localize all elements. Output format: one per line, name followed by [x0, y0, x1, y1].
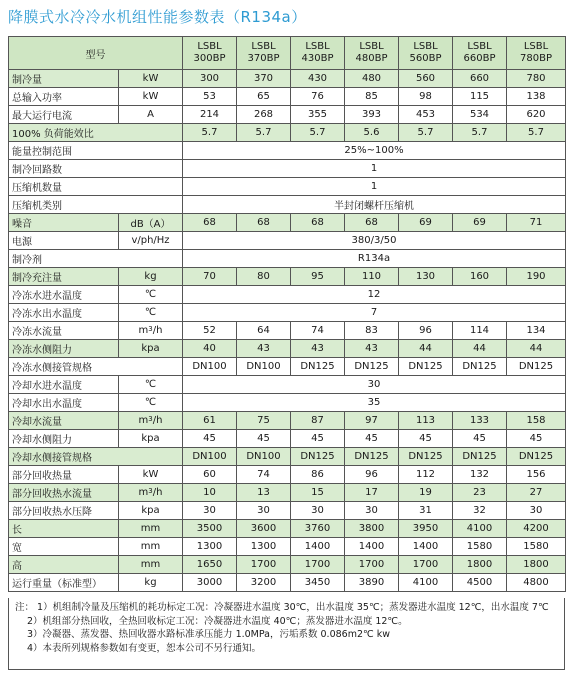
value-cell: 5.7 [453, 124, 507, 142]
value-cell: 31 [399, 502, 453, 520]
row-unit [119, 484, 183, 502]
value-cell: 3760 [291, 520, 345, 538]
row-label: 能量控制范围 [9, 142, 183, 160]
value-cell: 61 [183, 412, 237, 430]
value-cell: 97 [345, 412, 399, 430]
value-cell: 30 [507, 502, 566, 520]
table-row [9, 538, 566, 556]
value-cell: 30 [291, 502, 345, 520]
model-line2: 480BP [355, 53, 388, 64]
table-row [9, 484, 566, 502]
model-cell [237, 37, 291, 70]
value-cell: 69 [399, 214, 453, 232]
value-cell: 110 [345, 268, 399, 286]
row-unit [119, 322, 183, 340]
value-cell: 68 [237, 214, 291, 232]
row-unit: kpa [119, 502, 183, 520]
value-cell: 45 [237, 430, 291, 448]
shared-value-cell: 半封闭螺杆压缩机 [183, 196, 566, 214]
row-unit: kg [119, 574, 183, 592]
row-unit: mm [119, 556, 183, 574]
value-cell: 64 [237, 322, 291, 340]
value-cell: 4100 [399, 574, 453, 592]
row-unit: kW [119, 70, 183, 88]
table-row [9, 556, 566, 574]
value-cell: 1700 [291, 556, 345, 574]
table-row [9, 250, 566, 268]
value-cell: 83 [345, 322, 399, 340]
row-unit: kpa [119, 340, 183, 358]
row-unit: mm [119, 538, 183, 556]
value-cell: 1700 [237, 556, 291, 574]
value-cell: 30 [345, 502, 399, 520]
table-row [9, 520, 566, 538]
value-cell: 214 [183, 106, 237, 124]
row-unit: kW [119, 88, 183, 106]
value-cell: 1700 [345, 556, 399, 574]
row-label: 冷却水进水温度 [9, 376, 119, 394]
value-cell: 3500 [183, 520, 237, 538]
value-cell: 3450 [291, 574, 345, 592]
model-line1: LSBL [413, 41, 438, 52]
value-cell: 76 [291, 88, 345, 106]
value-cell: 30 [183, 502, 237, 520]
value-cell: 1400 [345, 538, 399, 556]
value-cell: 45 [183, 430, 237, 448]
value-cell: 3600 [237, 520, 291, 538]
value-cell: DN100 [183, 448, 237, 466]
value-cell: 112 [399, 466, 453, 484]
value-cell: DN125 [399, 448, 453, 466]
value-cell: 43 [345, 340, 399, 358]
value-cell: DN125 [399, 358, 453, 376]
table-row [9, 358, 566, 376]
row-label: 制冷剂 [9, 250, 183, 268]
row-label: 运行重量（标准型） [9, 574, 119, 592]
value-cell: 4200 [507, 520, 566, 538]
model-line2: 370BP [247, 53, 280, 64]
row-label: 制冷充注量 [9, 268, 119, 286]
shared-value-cell: 1 [183, 160, 566, 178]
row-unit: v/ph/Hz [119, 232, 183, 250]
value-cell: DN125 [291, 358, 345, 376]
table-row [9, 340, 566, 358]
unit-exponent: 3 [148, 415, 153, 423]
value-cell: DN125 [453, 448, 507, 466]
model-line2: 660BP [463, 53, 496, 64]
value-cell: 300 [183, 70, 237, 88]
value-cell: DN125 [345, 448, 399, 466]
value-cell: 70 [183, 268, 237, 286]
value-cell: 1650 [183, 556, 237, 574]
value-cell: 52 [183, 322, 237, 340]
value-cell: 4800 [507, 574, 566, 592]
row-label: 高 [9, 556, 119, 574]
table-row [9, 574, 566, 592]
model-line1: LSBL [467, 41, 492, 52]
table-row [9, 376, 566, 394]
table-row [9, 88, 566, 106]
value-cell: 113 [399, 412, 453, 430]
shared-value-cell: R134a [183, 250, 566, 268]
page-title: 降膜式水冷冷水机组性能参数表（R134a） [8, 8, 307, 26]
value-cell: 5.7 [507, 124, 566, 142]
value-cell: 19 [399, 484, 453, 502]
value-cell: 1400 [291, 538, 345, 556]
value-cell: 620 [507, 106, 566, 124]
unit-tail: /h [152, 415, 163, 426]
table-row [9, 160, 566, 178]
value-cell: 43 [291, 340, 345, 358]
spec-table [8, 36, 566, 592]
value-cell: 430 [291, 70, 345, 88]
value-cell: 30 [237, 502, 291, 520]
value-cell: 68 [345, 214, 399, 232]
model-header: 型号 [9, 37, 183, 70]
row-label: 噪音 [9, 214, 119, 232]
value-cell: 80 [237, 268, 291, 286]
value-cell: 53 [183, 88, 237, 106]
row-label: 最大运行电流 [9, 106, 119, 124]
row-unit: ℃ [119, 376, 183, 394]
value-cell: 115 [453, 88, 507, 106]
row-unit: dB（A） [119, 214, 183, 232]
value-cell: 98 [399, 88, 453, 106]
value-cell: 660 [453, 70, 507, 88]
table-row [9, 412, 566, 430]
value-cell: 1700 [399, 556, 453, 574]
note-line: 注： 1）机组制冷量及压缩机的耗功标定工况：冷凝器进水温度 30℃，出水温度 35℃；蒸发器进水温度 12℃，出水温度 7℃ [15, 602, 549, 613]
shared-value-cell: 30 [183, 376, 566, 394]
table-row [9, 196, 566, 214]
row-unit: mm [119, 520, 183, 538]
table-row [9, 322, 566, 340]
shared-value-cell: 35 [183, 394, 566, 412]
table-row [9, 232, 566, 250]
unit-tail: /h [152, 325, 163, 336]
value-cell: 480 [345, 70, 399, 88]
row-label: 部分回收热水压降 [9, 502, 119, 520]
value-cell: 190 [507, 268, 566, 286]
model-line1: LSBL [305, 41, 330, 52]
row-label: 部分回收热量 [9, 466, 119, 484]
unit-tail: /h [152, 487, 163, 498]
value-cell: 1580 [453, 538, 507, 556]
model-line1: LSBL [197, 41, 222, 52]
model-line2: 780BP [520, 53, 552, 64]
value-cell: 5.7 [237, 124, 291, 142]
value-cell: 132 [453, 466, 507, 484]
value-cell: 44 [507, 340, 566, 358]
unit-base: m [138, 487, 149, 498]
value-cell: 69 [453, 214, 507, 232]
table-row [9, 394, 566, 412]
model-cell [183, 37, 237, 70]
row-label: 冷冻水侧阻力 [9, 340, 119, 358]
value-cell: 1580 [507, 538, 566, 556]
value-cell: DN125 [453, 358, 507, 376]
value-cell: 68 [291, 214, 345, 232]
shared-value-cell: 12 [183, 286, 566, 304]
value-cell: 86 [291, 466, 345, 484]
value-cell: 5.7 [399, 124, 453, 142]
value-cell: 45 [453, 430, 507, 448]
value-cell: 96 [345, 466, 399, 484]
value-cell: 60 [183, 466, 237, 484]
table-row [9, 430, 566, 448]
value-cell: DN125 [291, 448, 345, 466]
value-cell: 268 [237, 106, 291, 124]
value-cell: 65 [237, 88, 291, 106]
row-label: 冷却水流量 [9, 412, 119, 430]
note-line: 3）冷凝器、蒸发器、热回收器水路标准承压能力 1.0MPa，污垢系数 0.086m2℃ kw [27, 629, 390, 640]
row-label: 冷却水侧阻力 [9, 430, 119, 448]
row-unit: kW [119, 466, 183, 484]
value-cell: 45 [345, 430, 399, 448]
unit-exponent: 3 [148, 325, 153, 333]
row-label: 总输入功率 [9, 88, 119, 106]
table-row [9, 214, 566, 232]
spec-table-body [9, 37, 566, 592]
value-cell: 780 [507, 70, 566, 88]
value-cell: 138 [507, 88, 566, 106]
value-cell: 10 [183, 484, 237, 502]
value-cell: 17 [345, 484, 399, 502]
value-cell: 3800 [345, 520, 399, 538]
row-label: 冷却水侧接管规格 [9, 448, 183, 466]
row-label: 冷冻水出水温度 [9, 304, 119, 322]
value-cell: 1400 [399, 538, 453, 556]
value-cell: 3000 [183, 574, 237, 592]
row-label: 冷冻水流量 [9, 322, 119, 340]
value-cell: DN100 [237, 358, 291, 376]
note-line: 4）本表所列规格参数如有变更，恕本公司不另行通知。 [27, 642, 262, 654]
value-cell: 3200 [237, 574, 291, 592]
row-label: 部分回收热水流量 [9, 484, 119, 502]
value-cell: 75 [237, 412, 291, 430]
model-cell [291, 37, 345, 70]
value-cell: 68 [183, 214, 237, 232]
model-line2: 300BP [193, 53, 226, 64]
value-cell: 370 [237, 70, 291, 88]
header-row [9, 37, 566, 70]
value-cell: 355 [291, 106, 345, 124]
value-cell: 32 [453, 502, 507, 520]
row-label: 冷冻水进水温度 [9, 286, 119, 304]
value-cell: 534 [453, 106, 507, 124]
value-cell: 44 [453, 340, 507, 358]
value-cell: 393 [345, 106, 399, 124]
row-label: 冷冻水侧接管规格 [9, 358, 183, 376]
value-cell: 87 [291, 412, 345, 430]
value-cell: DN125 [507, 448, 566, 466]
value-cell: 71 [507, 214, 566, 232]
value-cell: 130 [399, 268, 453, 286]
value-cell: 96 [399, 322, 453, 340]
model-cell [453, 37, 507, 70]
row-unit [119, 412, 183, 430]
row-label: 制冷量 [9, 70, 119, 88]
notes-box [8, 598, 565, 670]
table-row [9, 178, 566, 196]
value-cell: 40 [183, 340, 237, 358]
value-cell: 3950 [399, 520, 453, 538]
value-cell: 160 [453, 268, 507, 286]
value-cell: 5.7 [183, 124, 237, 142]
value-cell: DN100 [183, 358, 237, 376]
row-label: 压缩机数量 [9, 178, 183, 196]
model-line1: LSBL [251, 41, 276, 52]
model-line2: 560BP [409, 53, 442, 64]
shared-value-cell: 380/3/50 [183, 232, 566, 250]
value-cell: 43 [237, 340, 291, 358]
row-label: 宽 [9, 538, 119, 556]
unit-exponent: 3 [148, 487, 153, 495]
value-cell: DN125 [507, 358, 566, 376]
row-label: 电源 [9, 232, 119, 250]
value-cell: 158 [507, 412, 566, 430]
value-cell: 74 [237, 466, 291, 484]
value-cell: 156 [507, 466, 566, 484]
row-label: 长 [9, 520, 119, 538]
model-cell [345, 37, 399, 70]
value-cell: 134 [507, 322, 566, 340]
table-row [9, 124, 566, 142]
model-cell [507, 37, 566, 70]
model-cell [399, 37, 453, 70]
unit-base: m [138, 415, 149, 426]
value-cell: 45 [399, 430, 453, 448]
value-cell: 15 [291, 484, 345, 502]
row-unit: ℃ [119, 394, 183, 412]
value-cell: 5.7 [291, 124, 345, 142]
row-unit: ℃ [119, 286, 183, 304]
table-row [9, 502, 566, 520]
value-cell: 560 [399, 70, 453, 88]
value-cell: 453 [399, 106, 453, 124]
value-cell: 95 [291, 268, 345, 286]
row-unit: kpa [119, 430, 183, 448]
value-cell: 44 [399, 340, 453, 358]
value-cell: 3890 [345, 574, 399, 592]
table-row [9, 70, 566, 88]
value-cell: 133 [453, 412, 507, 430]
value-cell: 1800 [507, 556, 566, 574]
value-cell: 74 [291, 322, 345, 340]
row-label: 100% 负荷能效比 [9, 124, 183, 142]
value-cell: 45 [291, 430, 345, 448]
row-unit: kg [119, 268, 183, 286]
value-cell: 114 [453, 322, 507, 340]
shared-value-cell: 1 [183, 178, 566, 196]
row-label: 压缩机类别 [9, 196, 183, 214]
value-cell: 23 [453, 484, 507, 502]
model-line2: 430BP [301, 53, 334, 64]
value-cell: DN100 [237, 448, 291, 466]
table-row [9, 106, 566, 124]
row-unit: A [119, 106, 183, 124]
row-unit: ℃ [119, 304, 183, 322]
note-line: 2）机组部分热回收，全热回收标定工况：冷凝器进水温度 40℃；蒸发器进水温度 12℃。 [27, 615, 408, 627]
table-row [9, 286, 566, 304]
value-cell: 1300 [183, 538, 237, 556]
value-cell: 4100 [453, 520, 507, 538]
value-cell: 5.6 [345, 124, 399, 142]
value-cell: 27 [507, 484, 566, 502]
value-cell: 45 [507, 430, 566, 448]
value-cell: DN125 [345, 358, 399, 376]
table-row [9, 466, 566, 484]
value-cell: 13 [237, 484, 291, 502]
value-cell: 1300 [237, 538, 291, 556]
row-label: 冷却水出水温度 [9, 394, 119, 412]
shared-value-cell: 25%~100% [183, 142, 566, 160]
table-row [9, 268, 566, 286]
value-cell: 85 [345, 88, 399, 106]
table-row [9, 448, 566, 466]
shared-value-cell: 7 [183, 304, 566, 322]
value-cell: 4500 [453, 574, 507, 592]
model-line1: LSBL [359, 41, 384, 52]
row-label: 制冷回路数 [9, 160, 183, 178]
table-row [9, 142, 566, 160]
value-cell: 1800 [453, 556, 507, 574]
model-line1: LSBL [523, 41, 549, 52]
unit-base: m [138, 325, 149, 336]
table-row [9, 304, 566, 322]
